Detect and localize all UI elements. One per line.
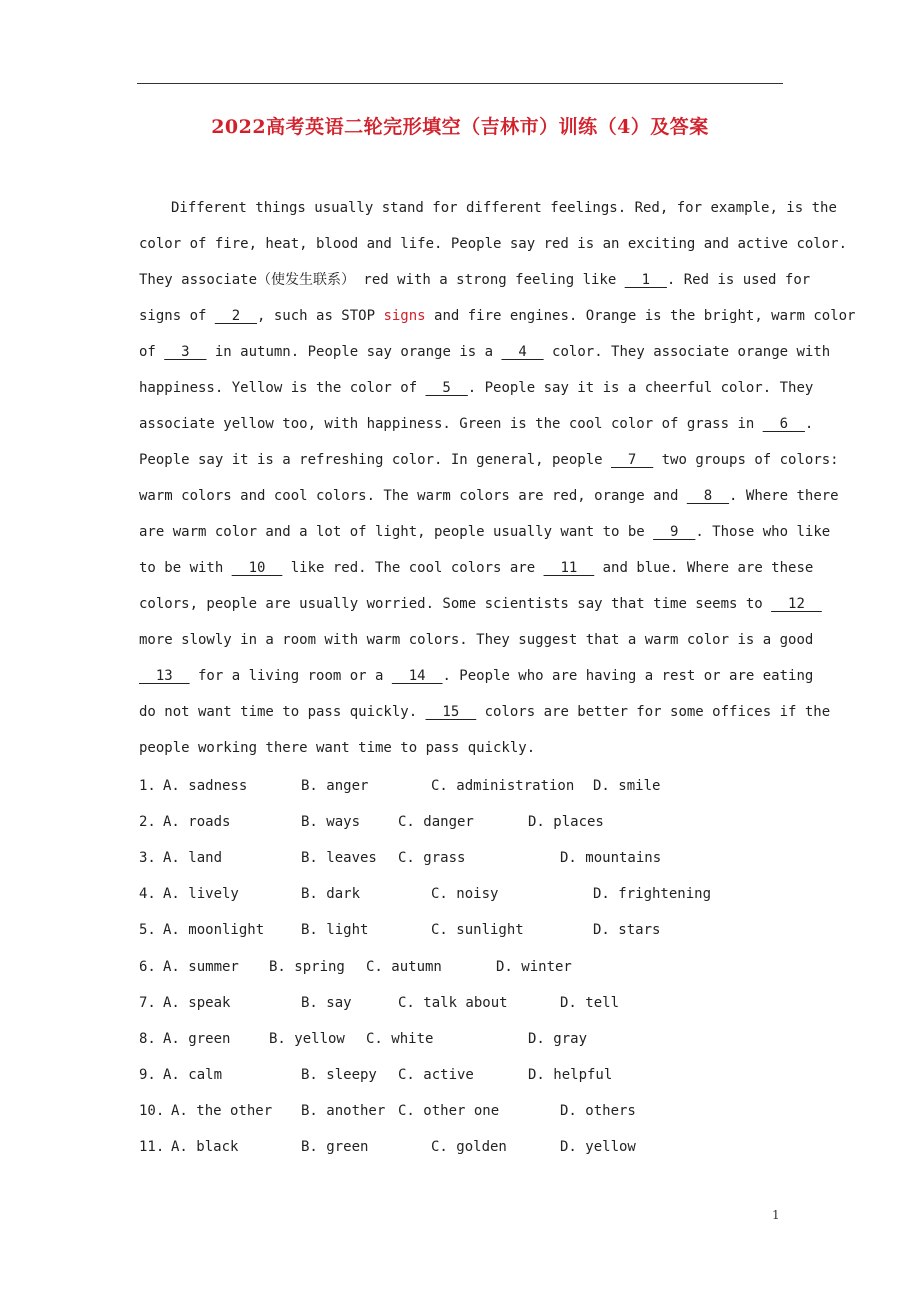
question-number: 8.	[139, 1031, 156, 1047]
blank-13: __13__	[139, 668, 190, 684]
question-number: 6.	[139, 959, 156, 975]
question-number: 5.	[139, 922, 156, 938]
option-c: C. grass	[398, 850, 466, 866]
option-a: A. lively	[163, 886, 239, 902]
option-c: C. talk about	[398, 995, 508, 1011]
blank-5: __5__	[425, 380, 468, 396]
passage-line: signs of __2__, such as STOP signs and fire engines. Orange is the bright, warm color	[139, 308, 856, 324]
blank-10: __10__	[231, 560, 283, 576]
option-a: A. sadness	[163, 778, 248, 794]
option-b: B. say	[301, 995, 352, 1011]
question-number: 2.	[139, 814, 156, 830]
passage-line: They associate（使发生联系） red with a strong feeling like __1__. Red is used for	[139, 272, 811, 288]
option-d: D. stars	[593, 922, 661, 938]
passage-line: Different things usually stand for different feelings. Red, for example, is the	[171, 200, 837, 216]
question-number: 3.	[139, 850, 156, 866]
option-b: B. spring	[269, 959, 345, 975]
passage-line: warm colors and cool colors. The warm colors are red, orange and __8__. Where there	[139, 488, 839, 504]
blank-8: __8__	[686, 488, 730, 504]
option-a: A. green	[163, 1031, 231, 1047]
blank-6: __6__	[762, 416, 805, 432]
blank-1: __1__	[624, 272, 667, 288]
question-number: 11.	[139, 1139, 165, 1155]
option-a: A. summer	[163, 959, 239, 975]
question-number: 4.	[139, 886, 156, 902]
option-b: B. light	[301, 922, 369, 938]
passage-line: people working there want time to pass quickly.	[139, 740, 536, 756]
option-d: D. frightening	[593, 886, 712, 902]
option-c: C. autumn	[366, 959, 442, 975]
option-b: B. sleepy	[301, 1067, 377, 1083]
blank-12: __12__	[771, 596, 822, 612]
option-b: B. green	[301, 1139, 369, 1155]
question-number: 10.	[139, 1103, 165, 1119]
passage-line: color of fire, heat, blood and life. People say red is an exciting and active color.	[139, 236, 848, 252]
passage-line: more slowly in a room with warm colors. They suggest that a warm color is a good	[139, 632, 814, 648]
option-a: A. calm	[163, 1067, 223, 1083]
blank-9: __9__	[653, 524, 696, 540]
passage-line: colors, people are usually worried. Some scientists say that time seems to __12__	[139, 596, 822, 612]
option-b: B. dark	[301, 886, 361, 902]
highlighted-word: signs	[383, 308, 426, 324]
option-d: D. smile	[593, 778, 661, 794]
option-d: D. helpful	[528, 1067, 613, 1083]
passage-line: of __3__ in autumn. People say orange is a __4__ color. They associate orange with	[139, 344, 831, 360]
option-b: B. leaves	[301, 850, 377, 866]
option-a: A. speak	[163, 995, 231, 1011]
passage-line: to be with __10__ like red. The cool colors are __11__ and blue. Where are these	[139, 560, 814, 576]
header-rule	[137, 83, 783, 84]
option-d: D. winter	[496, 959, 572, 975]
option-d: D. others	[560, 1103, 636, 1119]
option-c: C. active	[398, 1067, 474, 1083]
option-d: D. tell	[560, 995, 620, 1011]
option-a: A. black	[171, 1139, 239, 1155]
option-a: A. roads	[163, 814, 231, 830]
question-number: 7.	[139, 995, 156, 1011]
page-number: 1	[772, 1208, 780, 1222]
blank-15: __15__	[425, 704, 477, 720]
option-d: D. mountains	[560, 850, 662, 866]
blank-14: __14__	[391, 668, 443, 684]
blank-4: __4__	[501, 344, 544, 360]
passage-line: associate yellow too, with happiness. Green is the cool color of grass in __6__.	[139, 416, 814, 432]
question-number: 1.	[139, 778, 156, 794]
question-number: 9.	[139, 1067, 156, 1083]
option-c: C. sunlight	[431, 922, 524, 938]
option-c: C. white	[366, 1031, 434, 1047]
option-b: B. ways	[301, 814, 361, 830]
option-a: A. land	[163, 850, 223, 866]
passage-line: do not want time to pass quickly. __15__ colors are better for some offices if the	[139, 704, 831, 720]
blank-11: __11__	[543, 560, 595, 576]
option-c: C. danger	[398, 814, 474, 830]
passage-line: __13__ for a living room or a __14__. People who are having a rest or are eating	[139, 668, 814, 684]
option-c: C. other one	[398, 1103, 500, 1119]
blank-7: __7__	[611, 452, 654, 468]
option-b: B. anger	[301, 778, 369, 794]
option-c: C. administration	[431, 778, 575, 794]
option-c: C. golden	[431, 1139, 507, 1155]
option-d: D. yellow	[560, 1139, 636, 1155]
blank-3: __3__	[164, 344, 207, 360]
passage-line: are warm color and a lot of light, people usually want to be __9__. Those who like	[139, 524, 831, 540]
page-title: 2022高考英语二轮完形填空（吉林市）训练（4）及答案	[211, 116, 709, 138]
option-d: D. gray	[528, 1031, 588, 1047]
option-a: A. moonlight	[163, 922, 265, 938]
option-b: B. another	[301, 1103, 386, 1119]
passage-line: happiness. Yellow is the color of __5__. People say it is a cheerful color. They	[139, 380, 814, 396]
option-d: D. places	[528, 814, 604, 830]
option-c: C. noisy	[431, 886, 499, 902]
passage-line: People say it is a refreshing color. In general, people __7__ two groups of colors:	[139, 452, 839, 468]
blank-2: __2__	[214, 308, 258, 324]
option-b: B. yellow	[269, 1031, 345, 1047]
option-a: A. the other	[171, 1103, 273, 1119]
